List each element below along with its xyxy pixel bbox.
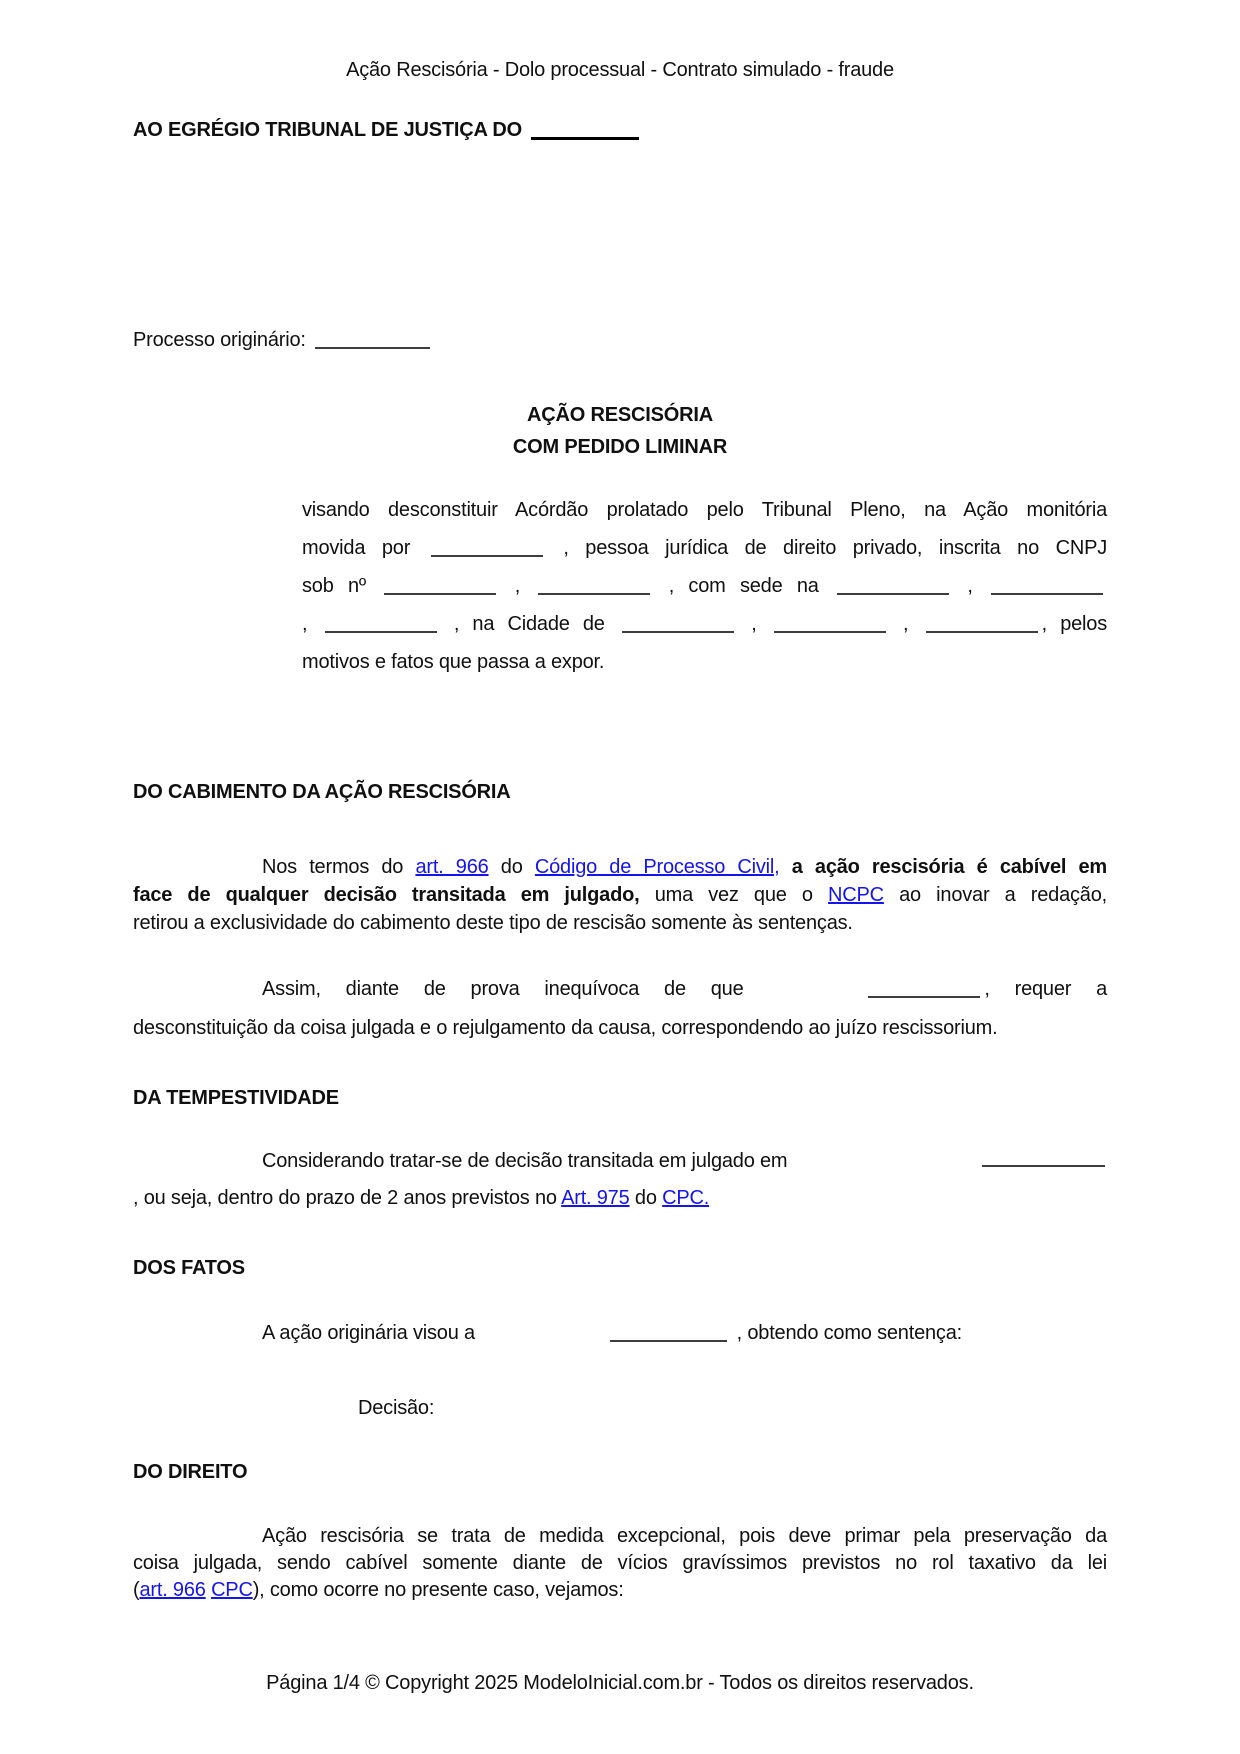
section-heading-cabimento: DO CABIMENTO DA AÇÃO RESCISÓRIA [133,781,511,803]
paragraph-line [133,1550,1107,1577]
text-run: , pelos [1041,613,1108,635]
text-run: Nos termos do [262,856,404,878]
blank-field [531,122,639,140]
link-art-966-cpc[interactable]: art. 966 [139,1579,206,1601]
text-run: motivos e fatos que passa a expor. [302,651,605,673]
text-run: ( [133,1579,140,1601]
fatos-paragraph [133,1319,1107,1347]
page-footer: Página 1/4 © Copyright 2025 ModeloInicial.com.br - Todos os direitos reservados. [266,1672,974,1694]
text-run: desconstituição da coisa julgada e o rejulgamento da causa, correspondendo ao juízo rescissorium. [133,1017,998,1039]
paragraph-line [133,1523,1107,1550]
paragraph-line [302,605,1107,643]
text-run: , [903,613,909,635]
cabimento-paragraph-1 [133,853,1107,937]
blank-field [774,616,886,633]
paragraph-line [133,1180,1107,1217]
text-run: , requer a [984,978,1108,1000]
blank-field [991,578,1103,595]
text-run: retirou a exclusividade do cabimento deste tipo de rescisão somente às sentenças. [133,912,853,934]
text-run: sob nº [302,575,367,597]
paragraph-line [302,529,1107,567]
text-run: Ação rescisória se trata de medida excepcional, pois deve primar pela preservação da [262,1525,1107,1547]
section-heading-tempestividade: DA TEMPESTIVIDADE [133,1087,339,1109]
paragraph-line [133,1319,1107,1347]
text-run: , [967,575,973,597]
text-run: , [751,613,757,635]
paragraph-line [133,1143,1107,1180]
text-run: , obtendo como sentença: [736,1322,962,1344]
text-run: A ação originária visou a [262,1322,475,1344]
blank-field [538,578,650,595]
paragraph-line [133,970,1107,1009]
court-address-line [133,117,1107,143]
text-run: do [500,856,523,878]
text-run: , na Cidade de [453,613,605,635]
link-art-975[interactable]: Art. 975 [561,1187,630,1209]
text-run: coisa julgada, sendo cabível somente diante de vícios gravíssimos previstos no rol taxativo da lei [133,1552,1107,1574]
processo-label: Processo originário: [133,329,306,351]
decisao-label: Decisão: [358,1397,435,1419]
paragraph-line [302,567,1107,605]
cabimento-paragraph-2 [133,970,1107,1048]
text-run: ), como ocorre no presente caso, vejamos: [252,1579,624,1601]
paragraph-line [133,853,1107,881]
paragraph-line [133,1009,1107,1048]
blank-field [431,540,543,557]
blank-field [926,616,1038,633]
action-title-block [0,399,1240,463]
link-cpc[interactable]: CPC. [662,1187,710,1209]
bold-text-run: a ação rescisória é cabível em [791,856,1107,878]
link-art-966[interactable]: art. 966 [415,856,489,878]
blank-field [384,578,496,595]
tempestividade-paragraph [133,1143,1107,1217]
text-run: Considerando tratar-se de decisão transitada em julgado em [262,1150,788,1172]
court-address-text: AO EGRÉGIO TRIBUNAL DE JUSTIÇA DO [133,119,522,141]
blank-field [982,1150,1105,1167]
paragraph-line [302,491,1107,529]
link-cpc[interactable]: CPC [211,1579,253,1601]
link-codigo-processo-civil[interactable]: Código de Processo Civil, [534,856,780,878]
section-heading-direito: DO DIREITO [133,1461,248,1483]
text-run: , [302,613,308,635]
paragraph-line [133,881,1107,909]
document-title: Ação Rescisória - Dolo processual - Contrato simulado - fraude [346,59,894,81]
direito-paragraph [133,1523,1107,1604]
text-run: , [514,575,521,597]
paragraph-line [133,909,1107,937]
text-run: ao inovar a redação, [899,884,1107,906]
action-title-line1: AÇÃO RESCISÓRIA [527,404,713,426]
text-run: Assim, diante de prova inequívoca de que [262,978,744,1000]
action-title-line2: COM PEDIDO LIMINAR [512,436,728,458]
blank-field [622,616,734,633]
processo-line [133,327,1107,353]
blank-field [868,981,980,998]
link-ncpc[interactable]: NCPC [828,884,884,906]
text-run: , com sede na [668,575,819,597]
blank-field [325,616,437,633]
text-run: , pessoa jurídica de direito privado, inscrita no CNPJ [563,537,1108,559]
blank-field [315,332,430,349]
section-heading-fatos: DOS FATOS [133,1257,245,1279]
paragraph-line [302,643,1107,681]
text-run: do [634,1187,657,1209]
blank-field [837,578,949,595]
intro-paragraph [302,491,1107,681]
bold-text-run: face de qualquer decisão transitada em julgado, [133,884,640,906]
paragraph-line [133,1577,1107,1604]
blank-field [610,1325,727,1342]
text-run: movida por [302,537,411,559]
text-run: visando desconstituir Acórdão prolatado pelo Tribunal Pleno, na Ação monitória [302,499,1107,521]
text-run: , ou seja, dentro do prazo de 2 anos previstos no [133,1187,557,1209]
text-run: uma vez que o [654,884,813,906]
